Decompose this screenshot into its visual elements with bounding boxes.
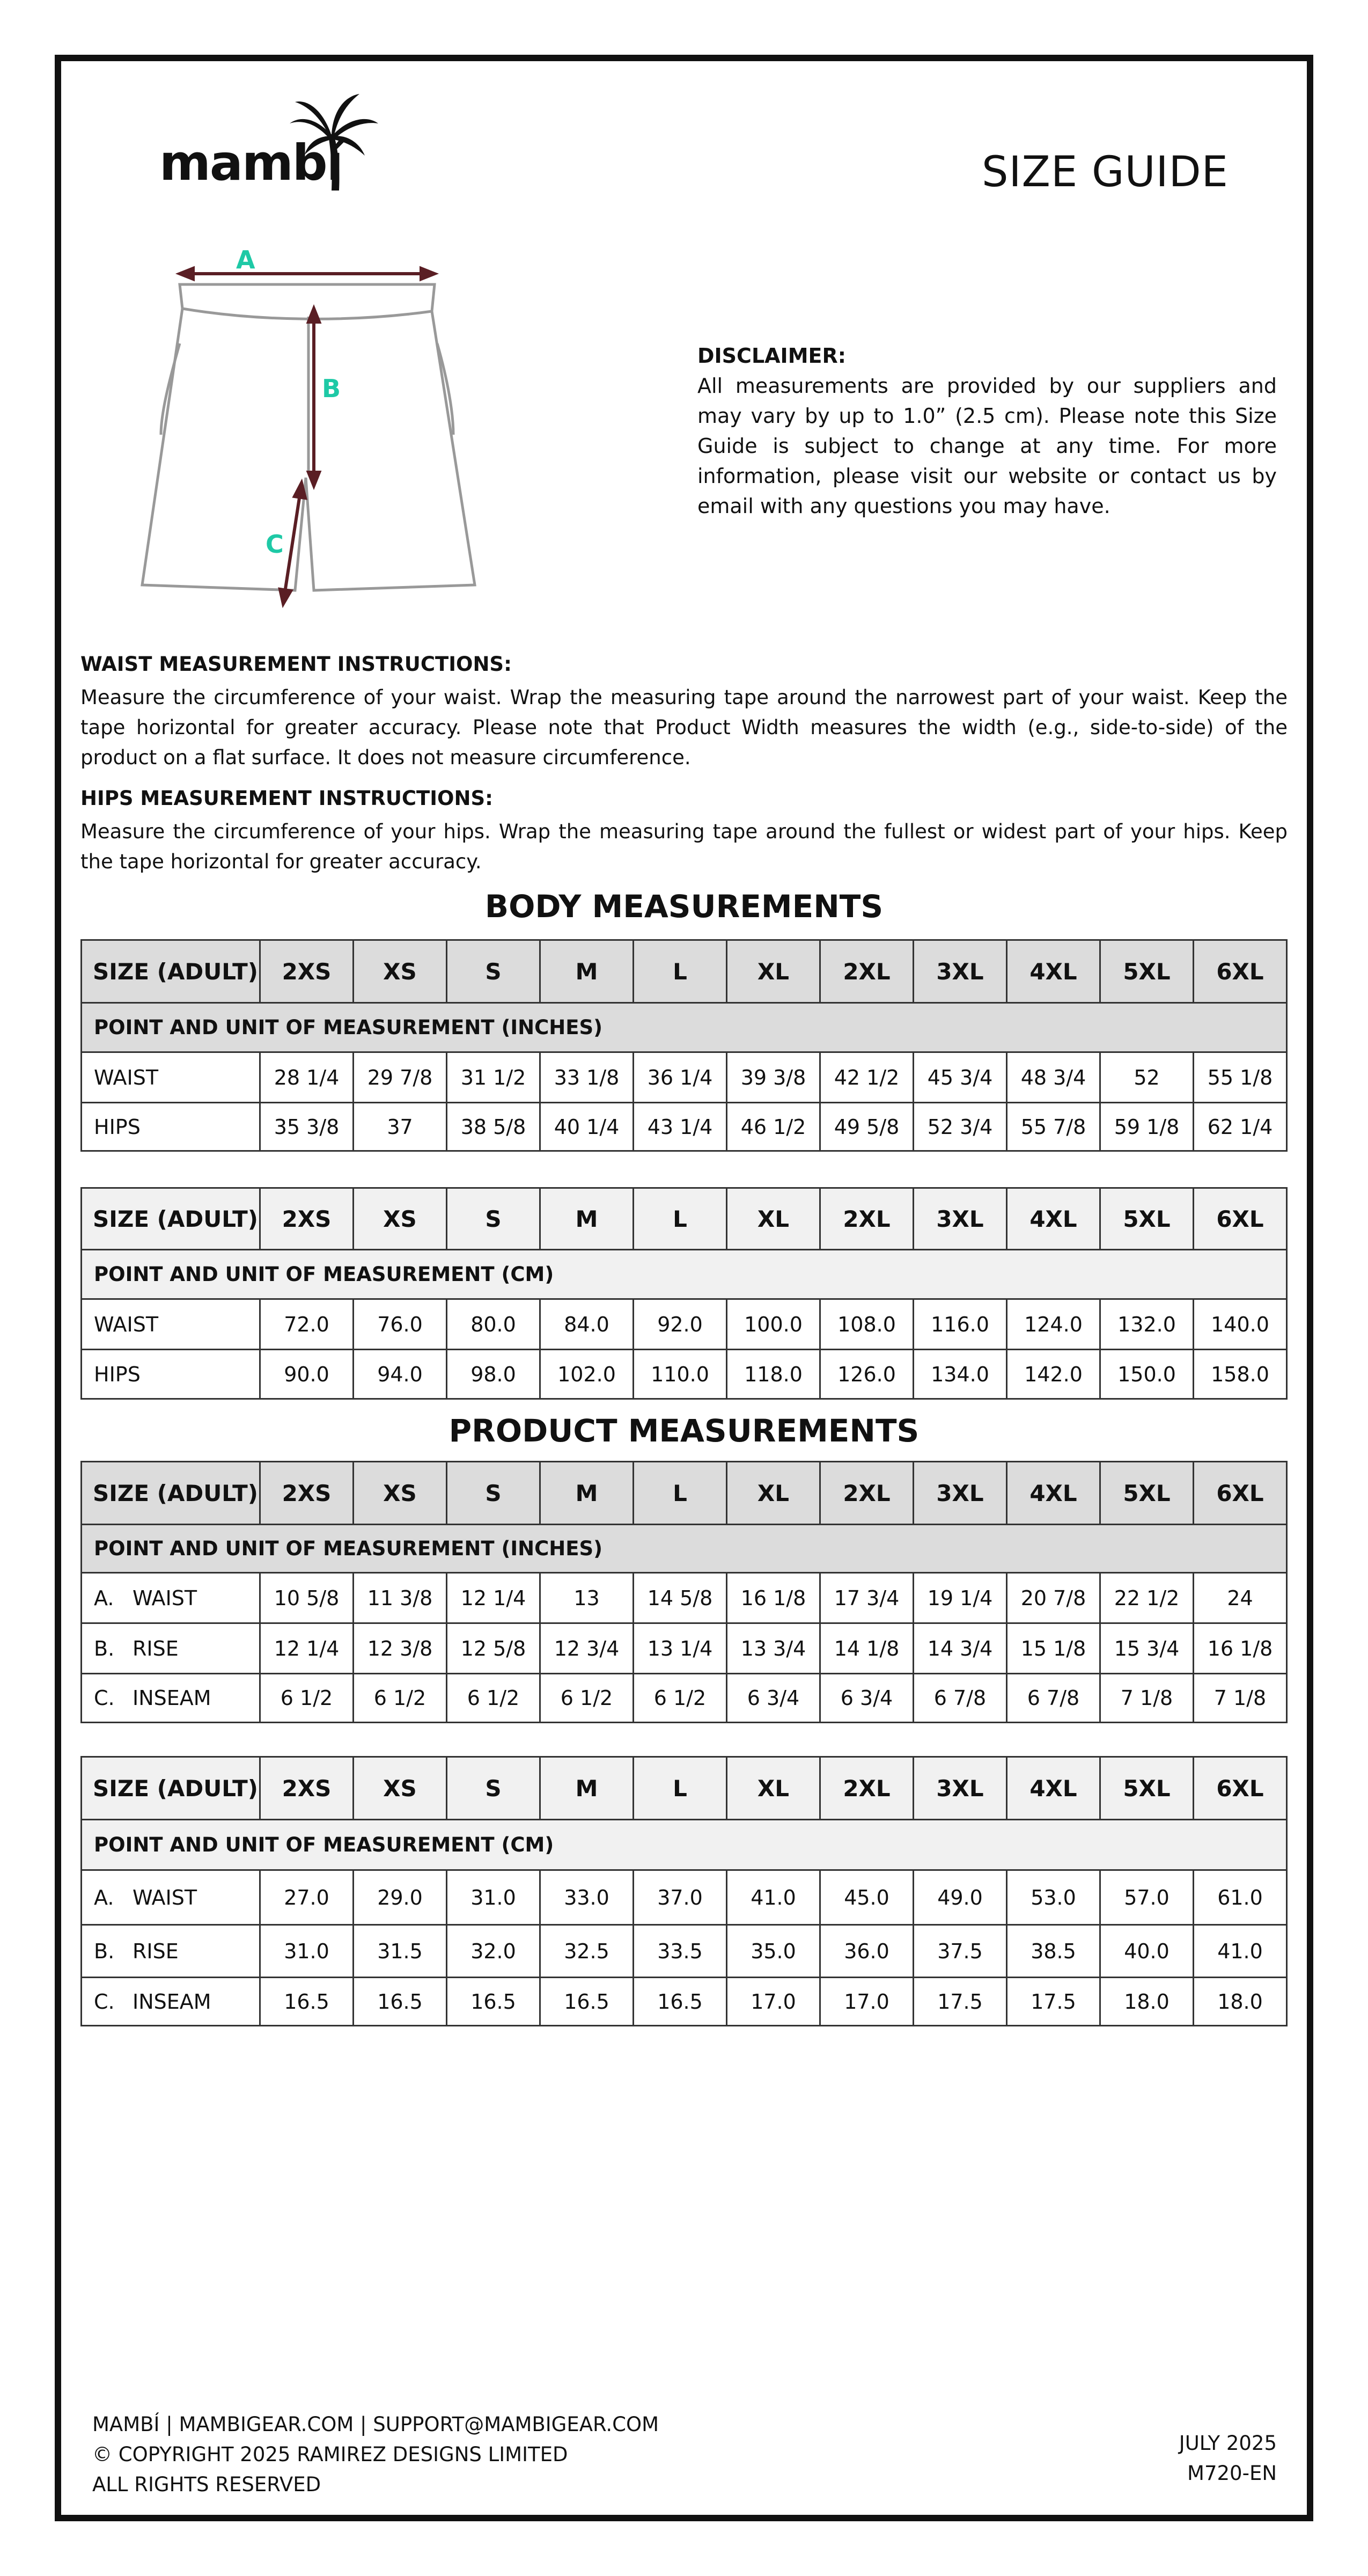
measurement-label: RISE: [133, 1939, 179, 1963]
size-header-cell: SIZE (ADULT): [82, 940, 260, 1003]
shorts-diagram: [129, 241, 494, 617]
header-row: [82, 1188, 1287, 1250]
measurement-value-cell: 158.0: [1194, 1350, 1287, 1399]
measurement-value-cell: 16 1/8: [727, 1573, 820, 1623]
measurement-value-cell: 45.0: [820, 1870, 914, 1925]
measurement-value-cell: 108.0: [820, 1299, 914, 1350]
product-measurements-title: PRODUCT MEASUREMENTS: [448, 1413, 920, 1449]
measurement-value-cell: 16.5: [540, 1978, 634, 2026]
size-column-header: 2XL: [820, 940, 914, 1003]
measurement-value-cell: 18.0: [1194, 1978, 1287, 2026]
waist-instructions-heading: WAIST MEASUREMENT INSTRUCTIONS:: [80, 653, 512, 676]
size-column-header: 5XL: [1100, 940, 1194, 1003]
size-column-header: S: [447, 1188, 540, 1250]
measurement-value-cell: 142.0: [1007, 1350, 1100, 1399]
measurement-value-cell: 90.0: [260, 1350, 354, 1399]
measurement-letter: B.: [94, 1939, 115, 1963]
waist-instructions: [80, 649, 1288, 773]
measurement-label: INSEAM: [133, 1989, 211, 2014]
measurement-value-cell: 12 1/4: [260, 1623, 354, 1674]
measurement-value-cell: 132.0: [1100, 1299, 1194, 1350]
measurement-label: RISE: [133, 1636, 179, 1660]
size-column-header: M: [540, 1462, 634, 1525]
measurement-value-cell: 29 7/8: [354, 1052, 447, 1103]
measurement-value-cell: 12 5/8: [447, 1623, 540, 1674]
measurement-value-cell: 49 5/8: [820, 1103, 914, 1151]
measurement-value-cell: 52 3/4: [914, 1103, 1007, 1151]
header-row: [82, 1462, 1287, 1525]
measurement-label-cell: [82, 1350, 260, 1399]
measurement-value-cell: 16.5: [354, 1978, 447, 2026]
footer-code: M720-EN: [1187, 2462, 1277, 2485]
size-column-header: S: [447, 1757, 540, 1820]
measurement-value-cell: 17.0: [727, 1978, 820, 2026]
size-column-header: S: [447, 940, 540, 1003]
measurement-value-cell: 37.5: [914, 1925, 1007, 1978]
measurement-label-cell: [82, 1978, 260, 2026]
header-row: [82, 940, 1287, 1003]
size-column-header: XS: [354, 1462, 447, 1525]
size-column-header: 4XL: [1007, 1757, 1100, 1820]
measurement-value-cell: 33.5: [634, 1925, 727, 1978]
table-row: [82, 1674, 1287, 1723]
body-cm-table: [80, 1187, 1288, 1400]
size-column-header: XS: [354, 1757, 447, 1820]
size-column-header: 6XL: [1194, 940, 1287, 1003]
shorts-waistband: [180, 284, 435, 319]
measurement-label: HIPS: [94, 1362, 141, 1386]
size-column-header: 4XL: [1007, 1462, 1100, 1525]
measurement-value-cell: 28 1/4: [260, 1052, 354, 1103]
measurement-value-cell: 16.5: [260, 1978, 354, 2026]
measurement-value-cell: 62 1/4: [1194, 1103, 1287, 1151]
footer-right: [1073, 2428, 1277, 2489]
subheader-row: [82, 1820, 1287, 1870]
measurement-value-cell: 98.0: [447, 1350, 540, 1399]
size-column-header: 2XL: [820, 1188, 914, 1250]
measurement-value-cell: 17.5: [1007, 1978, 1100, 2026]
subheader-cell: POINT AND UNIT OF MEASUREMENT (CM): [82, 1250, 1287, 1299]
measurement-letter: C.: [94, 1686, 115, 1710]
page-title: SIZE GUIDE: [982, 148, 1229, 196]
subheader-cell: POINT AND UNIT OF MEASUREMENT (CM): [82, 1820, 1287, 1870]
size-header-cell: SIZE (ADULT): [82, 1757, 260, 1820]
measurement-value-cell: 19 1/4: [914, 1573, 1007, 1623]
table-row: [82, 1978, 1287, 2026]
label-b: B: [322, 374, 341, 403]
measurement-value-cell: 124.0: [1007, 1299, 1100, 1350]
body-measurements-title: BODY MEASUREMENTS: [484, 888, 884, 925]
measurement-value-cell: 24: [1194, 1573, 1287, 1623]
size-column-header: M: [540, 1188, 634, 1250]
size-column-header: 2XS: [260, 1462, 354, 1525]
table-row: [82, 1052, 1287, 1103]
measurement-letter: A.: [94, 1586, 114, 1610]
measurement-label-cell: [82, 1870, 260, 1925]
measurement-value-cell: 16 1/8: [1194, 1623, 1287, 1674]
table-row: [82, 1870, 1287, 1925]
measurement-value-cell: 14 1/8: [820, 1623, 914, 1674]
measurement-value-cell: 12 3/4: [540, 1623, 634, 1674]
measurement-value-cell: 55 1/8: [1194, 1052, 1287, 1103]
size-column-header: XS: [354, 1188, 447, 1250]
measurement-value-cell: 16.5: [447, 1978, 540, 2026]
measurement-value-cell: 59 1/8: [1100, 1103, 1194, 1151]
measurement-value-cell: 52: [1100, 1052, 1194, 1103]
size-column-header: XL: [727, 940, 820, 1003]
measurement-value-cell: 15 3/4: [1100, 1623, 1194, 1674]
size-column-header: 3XL: [914, 1462, 1007, 1525]
hips-instructions: [80, 784, 1288, 877]
measurement-value-cell: 32.5: [540, 1925, 634, 1978]
measurement-value-cell: 35 3/8: [260, 1103, 354, 1151]
size-column-header: 4XL: [1007, 940, 1100, 1003]
hips-instructions-text: Measure the circumference of your hips. Wrap the measuring tape around the fullest or widest part of your hips. Keep the tape horizontal for greater accuracy.: [80, 820, 1288, 873]
size-column-header: L: [634, 1757, 727, 1820]
size-header-cell: SIZE (ADULT): [82, 1462, 260, 1525]
size-column-header: XL: [727, 1188, 820, 1250]
product-inches-table: [80, 1461, 1288, 1723]
measurement-value-cell: 16.5: [634, 1978, 727, 2026]
measurement-value-cell: 39 3/8: [727, 1052, 820, 1103]
header-row: [82, 1757, 1287, 1820]
measurement-value-cell: 116.0: [914, 1299, 1007, 1350]
measurement-value-cell: 41.0: [727, 1870, 820, 1925]
size-column-header: XL: [727, 1462, 820, 1525]
size-column-header: M: [540, 1757, 634, 1820]
size-column-header: 5XL: [1100, 1188, 1194, 1250]
measurement-label-cell: [82, 1925, 260, 1978]
measurement-value-cell: 126.0: [820, 1350, 914, 1399]
measurement-value-cell: 92.0: [634, 1299, 727, 1350]
measurement-value-cell: 6 3/4: [727, 1674, 820, 1723]
measurement-value-cell: 7 1/8: [1194, 1674, 1287, 1723]
measurement-value-cell: 36 1/4: [634, 1052, 727, 1103]
measurement-value-cell: 13 3/4: [727, 1623, 820, 1674]
disclaimer: [697, 341, 1277, 521]
measurement-value-cell: 6 1/2: [354, 1674, 447, 1723]
measurement-label: WAIST: [133, 1586, 197, 1610]
measurement-value-cell: 80.0: [447, 1299, 540, 1350]
measurement-value-cell: 53.0: [1007, 1870, 1100, 1925]
footer-contact: MAMBÍ | MAMBIGEAR.COM | SUPPORT@MAMBIGEAR.COM: [92, 2413, 659, 2436]
footer-date: JULY 2025: [1179, 2432, 1277, 2455]
size-column-header: 6XL: [1194, 1462, 1287, 1525]
measurement-value-cell: 6 1/2: [540, 1674, 634, 1723]
measurement-value-cell: 15 1/8: [1007, 1623, 1100, 1674]
measurement-label: WAIST: [94, 1312, 159, 1336]
measurement-value-cell: 31.0: [447, 1870, 540, 1925]
size-column-header: 2XL: [820, 1757, 914, 1820]
measurement-value-cell: 43 1/4: [634, 1103, 727, 1151]
measurement-value-cell: 6 1/2: [260, 1674, 354, 1723]
measurement-value-cell: 76.0: [354, 1299, 447, 1350]
subheader-row: [82, 1003, 1287, 1052]
measurement-value-cell: 35.0: [727, 1925, 820, 1978]
waist-instructions-text: Measure the circumference of your waist. Wrap the measuring tape around the narrowest part of your waist. Keep the tape horizontal for greater accuracy. Please note that Product Width measures the width (e.g., side-to-side) of the product on a flat surface. It does not measure circumference.: [80, 686, 1288, 769]
measurement-letter: C.: [94, 1989, 115, 2014]
measurement-value-cell: 55 7/8: [1007, 1103, 1100, 1151]
table-row: [82, 1350, 1287, 1399]
measurement-value-cell: 100.0: [727, 1299, 820, 1350]
size-column-header: 2XS: [260, 1188, 354, 1250]
measurement-value-cell: 13: [540, 1573, 634, 1623]
subheader-cell: POINT AND UNIT OF MEASUREMENT (INCHES): [82, 1525, 1287, 1573]
measurement-value-cell: 31 1/2: [447, 1052, 540, 1103]
measurement-value-cell: 31.5: [354, 1925, 447, 1978]
measurement-letter: A.: [94, 1885, 114, 1909]
measurement-label-cell: [82, 1052, 260, 1103]
measurement-value-cell: 6 7/8: [1007, 1674, 1100, 1723]
hips-instructions-heading: HIPS MEASUREMENT INSTRUCTIONS:: [80, 787, 493, 810]
measurement-label-cell: [82, 1623, 260, 1674]
measurement-value-cell: 41.0: [1194, 1925, 1287, 1978]
measurement-value-cell: 29.0: [354, 1870, 447, 1925]
footer-copyright: © COPYRIGHT 2025 RAMIREZ DESIGNS LIMITED: [92, 2443, 568, 2466]
label-c: C: [266, 530, 284, 559]
size-column-header: 3XL: [914, 1188, 1007, 1250]
measurement-value-cell: 33 1/8: [540, 1052, 634, 1103]
measurement-value-cell: 110.0: [634, 1350, 727, 1399]
measurement-value-cell: 17 3/4: [820, 1573, 914, 1623]
measurement-value-cell: 40.0: [1100, 1925, 1194, 1978]
size-column-header: 3XL: [914, 940, 1007, 1003]
size-column-header: 2XL: [820, 1462, 914, 1525]
measurement-value-cell: 36.0: [820, 1925, 914, 1978]
measurement-value-cell: 72.0: [260, 1299, 354, 1350]
disclaimer-text: All measurements are provided by our suppliers and may vary by up to 1.0” (2.5 cm). Please note this Size Guide is subject to change at any time. For more information, please visit our website or contact us by email with any questions you may have.: [697, 374, 1277, 518]
measurement-label: WAIST: [94, 1065, 159, 1089]
size-column-header: 4XL: [1007, 1188, 1100, 1250]
table-row: [82, 1103, 1287, 1151]
measurement-value-cell: 37: [354, 1103, 447, 1151]
table-row: [82, 1623, 1287, 1674]
measurement-value-cell: 10 5/8: [260, 1573, 354, 1623]
subheader-row: [82, 1525, 1287, 1573]
measurement-value-cell: 134.0: [914, 1350, 1007, 1399]
size-header-cell: SIZE (ADULT): [82, 1188, 260, 1250]
size-column-header: 2XS: [260, 940, 354, 1003]
size-column-header: S: [447, 1462, 540, 1525]
measurement-value-cell: 6 7/8: [914, 1674, 1007, 1723]
size-column-header: XL: [727, 1757, 820, 1820]
disclaimer-heading: DISCLAIMER:: [697, 344, 846, 368]
measurement-label: INSEAM: [133, 1686, 211, 1710]
measurement-value-cell: 57.0: [1100, 1870, 1194, 1925]
measurement-value-cell: 14 3/4: [914, 1623, 1007, 1674]
size-column-header: 5XL: [1100, 1462, 1194, 1525]
measurement-value-cell: 48 3/4: [1007, 1052, 1100, 1103]
product-cm-table: [80, 1756, 1288, 2026]
measurement-value-cell: 140.0: [1194, 1299, 1287, 1350]
measurement-value-cell: 6 1/2: [447, 1674, 540, 1723]
measurement-label: WAIST: [133, 1885, 197, 1909]
size-column-header: 3XL: [914, 1757, 1007, 1820]
measurement-value-cell: 46 1/2: [727, 1103, 820, 1151]
footer-left: [92, 2410, 659, 2500]
measurement-value-cell: 38.5: [1007, 1925, 1100, 1978]
measurement-label-cell: [82, 1299, 260, 1350]
subheader-cell: POINT AND UNIT OF MEASUREMENT (INCHES): [82, 1003, 1287, 1052]
measurement-value-cell: 12 3/8: [354, 1623, 447, 1674]
brand-logo: mambí: [159, 134, 343, 192]
measurement-value-cell: 6 3/4: [820, 1674, 914, 1723]
measurement-value-cell: 27.0: [260, 1870, 354, 1925]
measurement-value-cell: 6 1/2: [634, 1674, 727, 1723]
measurement-value-cell: 32.0: [447, 1925, 540, 1978]
size-column-header: M: [540, 940, 634, 1003]
measurement-value-cell: 42 1/2: [820, 1052, 914, 1103]
measurement-value-cell: 17.5: [914, 1978, 1007, 2026]
measurement-label-cell: [82, 1573, 260, 1623]
measurement-value-cell: 7 1/8: [1100, 1674, 1194, 1723]
measurement-value-cell: 12 1/4: [447, 1573, 540, 1623]
measurement-value-cell: 45 3/4: [914, 1052, 1007, 1103]
table-row: [82, 1925, 1287, 1978]
measurement-value-cell: 11 3/8: [354, 1573, 447, 1623]
size-column-header: 6XL: [1194, 1188, 1287, 1250]
size-column-header: L: [634, 1462, 727, 1525]
measurement-value-cell: 84.0: [540, 1299, 634, 1350]
measurement-value-cell: 40 1/4: [540, 1103, 634, 1151]
measurement-value-cell: 20 7/8: [1007, 1573, 1100, 1623]
measurement-value-cell: 61.0: [1194, 1870, 1287, 1925]
size-column-header: L: [634, 940, 727, 1003]
table-row: [82, 1573, 1287, 1623]
body-inches-table: [80, 939, 1288, 1152]
measurement-label-cell: [82, 1103, 260, 1151]
measurement-value-cell: 17.0: [820, 1978, 914, 2026]
size-column-header: L: [634, 1188, 727, 1250]
label-a: A: [236, 245, 255, 274]
size-column-header: XS: [354, 940, 447, 1003]
measurement-value-cell: 38 5/8: [447, 1103, 540, 1151]
size-column-header: 6XL: [1194, 1757, 1287, 1820]
measurement-value-cell: 94.0: [354, 1350, 447, 1399]
measurement-value-cell: 33.0: [540, 1870, 634, 1925]
size-column-header: 5XL: [1100, 1757, 1194, 1820]
measurement-value-cell: 22 1/2: [1100, 1573, 1194, 1623]
measurement-label-cell: [82, 1674, 260, 1723]
measurement-label: HIPS: [94, 1115, 141, 1139]
measurement-value-cell: 31.0: [260, 1925, 354, 1978]
measurement-letter: B.: [94, 1636, 115, 1660]
measurement-value-cell: 14 5/8: [634, 1573, 727, 1623]
measurement-value-cell: 13 1/4: [634, 1623, 727, 1674]
footer-rights: ALL RIGHTS RESERVED: [92, 2473, 321, 2496]
table-row: [82, 1299, 1287, 1350]
measurement-value-cell: 150.0: [1100, 1350, 1194, 1399]
measurement-value-cell: 118.0: [727, 1350, 820, 1399]
measurement-value-cell: 18.0: [1100, 1978, 1194, 2026]
measurement-value-cell: 37.0: [634, 1870, 727, 1925]
measurement-value-cell: 49.0: [914, 1870, 1007, 1925]
measurement-value-cell: 102.0: [540, 1350, 634, 1399]
subheader-row: [82, 1250, 1287, 1299]
size-column-header: 2XS: [260, 1757, 354, 1820]
